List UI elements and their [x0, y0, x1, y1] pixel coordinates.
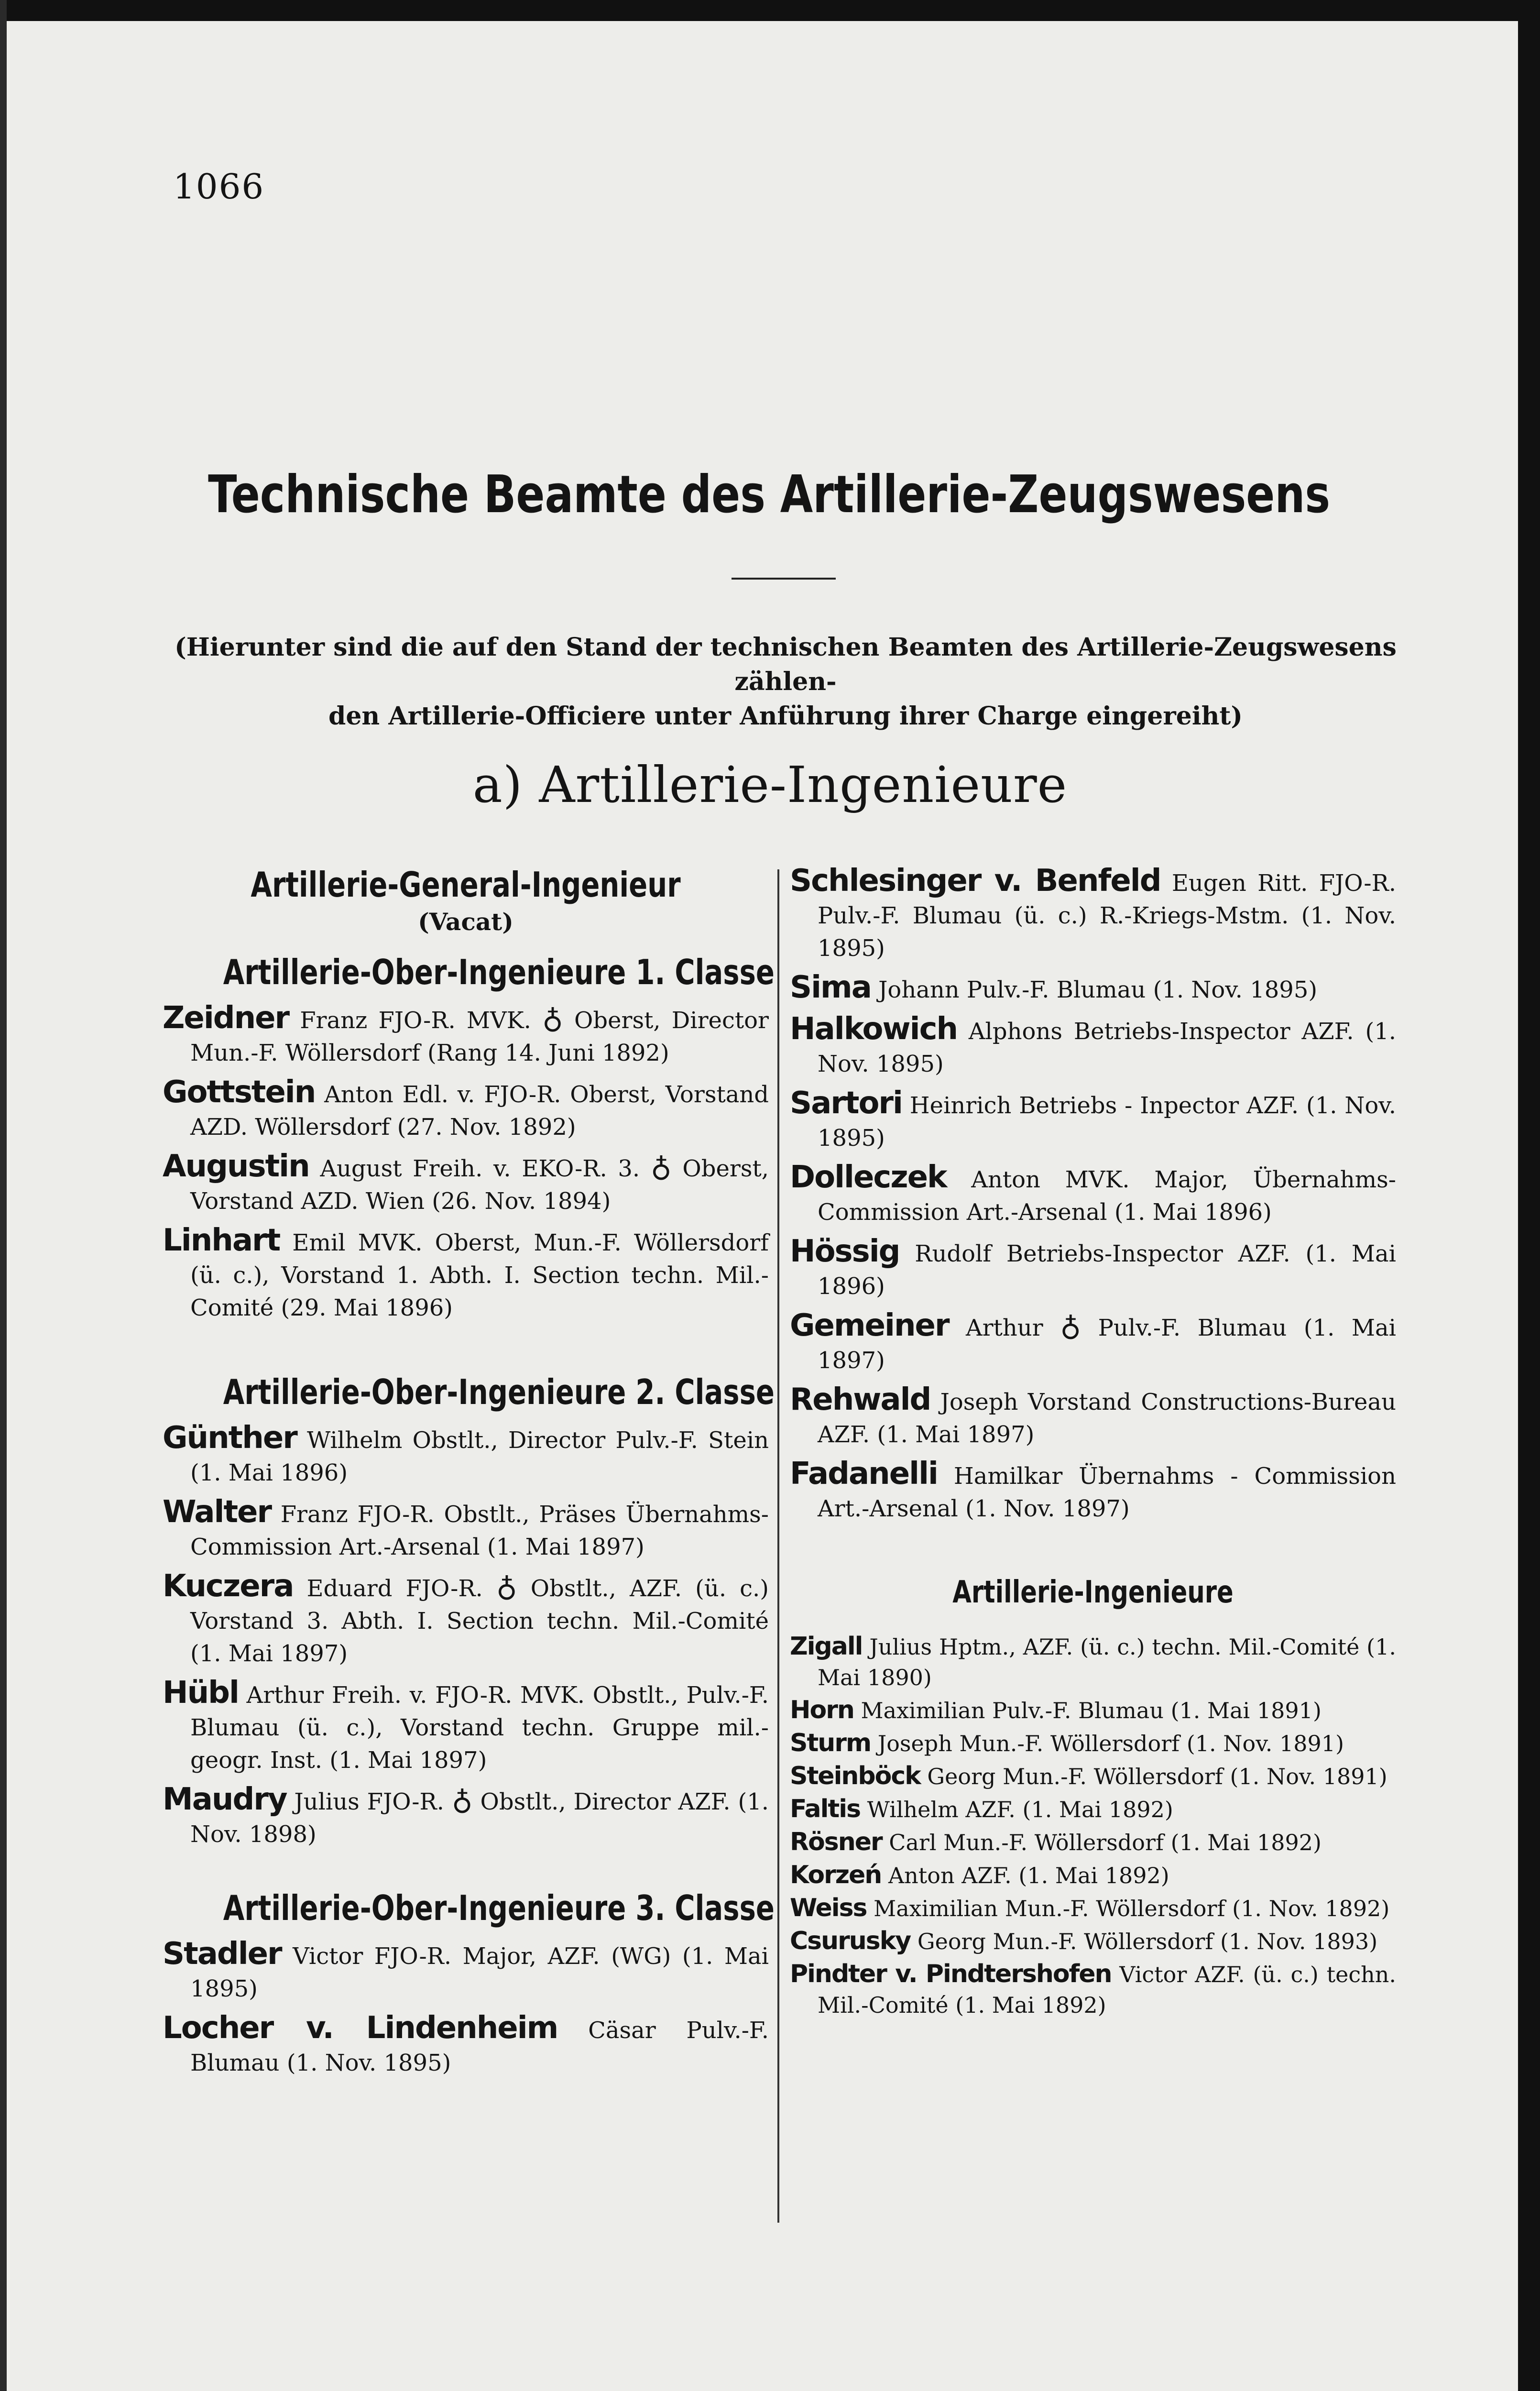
- entry-name: Rösner: [790, 1828, 882, 1856]
- entry-list-ober-1: [163, 1002, 769, 1324]
- list-item: Rösner Carl Mun.-F. Wöllersdorf (1. Mai 1892): [790, 1828, 1322, 1856]
- list-item: Pindter v. Pindtershofen Victor AZF. (ü. c.) techn. Mil.-Comité (1. Mai 1892): [790, 1960, 1396, 2018]
- list-item: Linhart Emil MVK. Oberst, Mun.-F. Wöllersdorf (ü. c.), Vorstand 1. Abth. I. Section techn. Mil.-Comité (29. Mai 1896): [163, 1223, 769, 1321]
- group-note-vacat: (Vacat): [418, 908, 513, 936]
- group-heading-ober-2: Artillerie-Ober-Ingenieure 2. Classe: [223, 1372, 775, 1412]
- cross-decoration-icon: ♁: [650, 1150, 672, 1184]
- entry-name: Weiss: [790, 1894, 867, 1922]
- left-column: [163, 865, 775, 2086]
- entry-name: Sartori: [790, 1086, 902, 1121]
- entry-name: Korzeń: [790, 1861, 882, 1889]
- page-number: 1066: [173, 166, 265, 207]
- list-item: Steinböck Georg Mun.-F. Wöllersdorf (1. Nov. 1891): [790, 1762, 1387, 1790]
- entry-name: Maudry: [163, 1782, 287, 1817]
- list-item: Locher v. Lindenheim Cäsar Pulv.-F. Blumau (1. Nov. 1895): [163, 2010, 769, 2076]
- entry-name: Pindter v. Pindtershofen: [790, 1960, 1112, 1988]
- entry-list-ober-3-continued: [790, 865, 1396, 1525]
- entry-name: Rehwald: [790, 1382, 931, 1417]
- entry-list-ober-2: [163, 1422, 769, 1851]
- entry-name: Gemeiner: [790, 1308, 949, 1343]
- group-heading-ober-1: Artillerie-Ober-Ingenieure 1. Classe: [223, 952, 775, 992]
- list-item: Horn Maximilian Pulv.-F. Blumau (1. Mai 1891): [790, 1696, 1322, 1724]
- list-item: Korzeń Anton AZF. (1. Mai 1892): [790, 1861, 1169, 1889]
- list-item: Zeidner Franz FJO-R. MVK. ♁ Oberst, Director Mun.-F. Wöllersdorf (Rang 14. Juni 1892): [163, 1000, 769, 1066]
- entry-name: Fadanelli: [790, 1456, 938, 1492]
- list-item: Walter Franz FJO-R. Obstlt., Präses Übernahms-Commission Art.-Arsenal (1. Mai 1897): [163, 1494, 769, 1560]
- list-item: Weiss Maximilian Mun.-F. Wöllersdorf (1. Nov. 1892): [790, 1894, 1390, 1922]
- cross-decoration-icon: ♁: [496, 1570, 517, 1603]
- entry-name: Steinböck: [790, 1762, 920, 1790]
- page-title: Technische Beamte des Artillerie-Zeugswesens: [208, 465, 1331, 525]
- entry-name: Horn: [790, 1696, 854, 1724]
- list-item: Sima Johann Pulv.-F. Blumau (1. Nov. 1895): [790, 970, 1318, 1005]
- list-item: Zigall Julius Hptm., AZF. (ü. c.) techn. Mil.-Comité (1. Mai 1890): [790, 1632, 1396, 1690]
- entry-name: Faltis: [790, 1795, 861, 1823]
- list-item: Faltis Wilhelm AZF. (1. Mai 1892): [790, 1795, 1173, 1823]
- entry-name: Linhart: [163, 1223, 280, 1258]
- entry-name: Gottstein: [163, 1075, 316, 1110]
- entry-name: Stadler: [163, 1936, 282, 1972]
- scan-border-right: [1518, 0, 1540, 2391]
- scan-border-left: [0, 0, 7, 2391]
- group-heading-general: Artillerie-General-Ingenieur: [251, 865, 681, 905]
- entry-name: Augustin: [163, 1149, 309, 1184]
- column-divider: [777, 869, 779, 2223]
- list-item: Schlesinger v. Benfeld Eugen Ritt. FJO-R. Pulv.-F. Blumau (ü. c.) R.-Kriegs-Mstm. (1. Nov. 1895): [790, 863, 1396, 962]
- entry-name: Hübl: [163, 1675, 239, 1711]
- list-item: Sturm Joseph Mun.-F. Wöllersdorf (1. Nov. 1891): [790, 1729, 1344, 1757]
- entry-list-ober-3: [163, 1938, 769, 2079]
- entry-name: Sima: [790, 970, 871, 1005]
- entry-name: Locher v. Lindenheim: [163, 2010, 558, 2046]
- intro-line: (Hierunter sind die auf den Stand der technischen Beamten des Artillerie-Zeugswesens zählen-: [175, 633, 1397, 696]
- cross-decoration-icon: ♁: [451, 1783, 473, 1817]
- entry-name: Günther: [163, 1420, 297, 1456]
- list-item: Sartori Heinrich Betriebs - Inpector AZF. (1. Nov. 1895): [790, 1086, 1396, 1152]
- group-heading-ingenieure: Artillerie-Ingenieure: [952, 1575, 1234, 1610]
- entry-name: Zeidner: [163, 1000, 289, 1036]
- entry-name: Walter: [163, 1494, 271, 1530]
- list-item: Gemeiner Arthur ♁ Pulv.-F. Blumau (1. Mai 1897): [790, 1308, 1396, 1374]
- list-item: Stadler Victor FJO-R. Major, AZF. (WG) (1. Mai 1895): [163, 1936, 769, 2002]
- list-item: Halkowich Alphons Betriebs-Inspector AZF. (1. Nov. 1895): [790, 1011, 1396, 1077]
- list-item: Fadanelli Hamilkar Übernahms - Commission Art.-Arsenal (1. Nov. 1897): [790, 1456, 1396, 1522]
- list-item: Csurusky Georg Mun.-F. Wöllersdorf (1. Nov. 1893): [790, 1927, 1378, 1955]
- entry-list-ingenieure: [790, 1631, 1396, 2020]
- right-column: [790, 865, 1396, 2022]
- entry-name: Sturm: [790, 1729, 871, 1757]
- list-item: Dolleczek Anton MVK. Major, Übernahms-Commission Art.-Arsenal (1. Mai 1896): [790, 1160, 1396, 1226]
- list-item: Hübl Arthur Freih. v. FJO-R. MVK. Obstlt., Pulv.-F. Blumau (ü. c.), Vorstand techn. Gruppe mil.-geogr. Inst. (1. Mai 1897): [163, 1675, 769, 1774]
- entry-name: Halkowich: [790, 1011, 958, 1047]
- entry-name: Schlesinger v. Benfeld: [790, 863, 1161, 899]
- list-item: Gottstein Anton Edl. v. FJO-R. Oberst, Vorstand AZD. Wöllersdorf (27. Nov. 1892): [163, 1075, 769, 1141]
- cross-decoration-icon: ♁: [1060, 1309, 1081, 1343]
- entry-name: Dolleczek: [790, 1160, 947, 1195]
- list-item: Augustin August Freih. v. EKO-R. 3. ♁ Oberst, Vorstand AZD. Wien (26. Nov. 1894): [163, 1149, 769, 1215]
- list-item: Hössig Rudolf Betriebs-Inspector AZF. (1. Mai 1896): [790, 1234, 1396, 1300]
- list-item: Kuczera Eduard FJO-R. ♁ Obstlt., AZF. (ü. c.) Vorstand 3. Abth. I. Section techn. Mil.-Comité (1. Mai 1897): [163, 1568, 769, 1667]
- cross-decoration-icon: ♁: [542, 1002, 563, 1035]
- entry-name: Hössig: [790, 1234, 900, 1269]
- scan-border-top: [0, 0, 1540, 21]
- list-item: Maudry Julius FJO-R. ♁ Obstlt., Director AZF. (1. Nov. 1898): [163, 1782, 769, 1848]
- entry-name: Zigall: [790, 1632, 863, 1661]
- list-item: Rehwald Joseph Vorstand Constructions-Bureau AZF. (1. Mai 1897): [790, 1382, 1396, 1448]
- intro-line: den Artillerie-Officiere unter Anführung ihrer Charge eingereiht): [328, 702, 1243, 731]
- intro-note: [167, 630, 1404, 734]
- section-heading: a) Artillerie-Ingenieure: [472, 756, 1068, 814]
- group-heading-ober-3: Artillerie-Ober-Ingenieure 3. Classe: [223, 1888, 775, 1928]
- entry-name: Kuczera: [163, 1568, 294, 1604]
- list-item: Günther Wilhelm Obstlt., Director Pulv.-F. Stein (1. Mai 1896): [163, 1420, 769, 1486]
- entry-name: Csurusky: [790, 1927, 911, 1955]
- title-rule: [732, 578, 836, 580]
